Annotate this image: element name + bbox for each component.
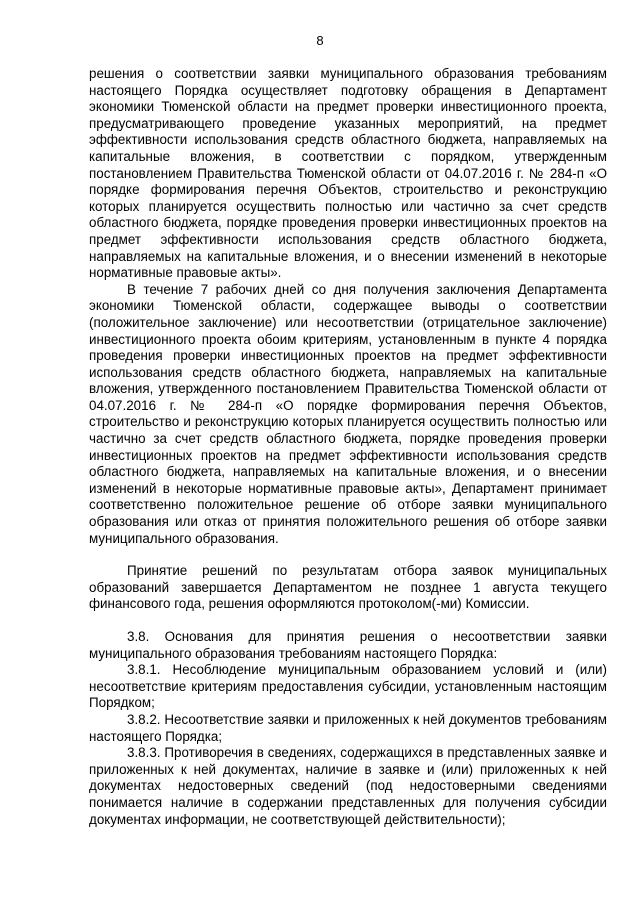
paragraph-selection-completion: Принятие решений по результатам отбора заявок муниципальных образований завершается Департаментом не позднее 1 августа текущего финансового года, решения оформляются протоколом(-ми) Комиссии. [89, 563, 607, 612]
clause-3-8: 3.8. Основания для принятия решения о несоответствии заявки муниципального образования требованиям настоящего Порядка: [89, 629, 607, 661]
clause-3-8-1: 3.8.1. Несоблюдение муниципальным образованием условий и (или) несоответствие критериям предоставления субсидии, установленным настоящим Порядком; [89, 662, 607, 711]
clause-3-8-3: 3.8.3. Противоречия в сведениях, содержащихся в представленных заявке и приложенных к ней документах, наличие в заявке и (или) приложенных к ней документах недостоверных сведений (под недостоверными сведениями понимается наличие в содержании представленных для получения субсидии документах информации, не соответствующей действительности); [89, 745, 607, 827]
paragraph-decision-deadline: В течение 7 рабочих дней со дня получения заключения Департамента экономики Тюменской области, содержащее выводы о соответствии (положительное заключение) или несоответствии (отрицательное заключение) инвестиционного проекта обоим критериям, установленным в пункте 4 порядка проведения проверки инвестиционных проектов на предмет эффективности использования средств областного бюджета, направляемых на капитальные вложения, утвержденного постановлением Правительства Тюменской области от 04.07.2016 г. № 284-п «О порядке формирования перечня Объектов, строительство и реконструкцию которых планируется осуществить полностью или частично за счет средств областного бюджета, порядке проведения проверки инвестиционных проектов на предмет эффективности использования средств областного бюджета, направляемых на капитальные вложения, и о внесении изменений в некоторые нормативные правовые акты», Департамент принимает соответственно положительное решение об отборе заявки муниципального образования или отказ от принятия положительного решения об отборе заявки муниципального образования. [89, 281, 607, 546]
paragraph-continuation: решения о соответствии заявки муниципального образования требованиям настоящего Порядка осуществляет подготовку обращения в Департамент экономики Тюменской области на предмет проверки инвестиционного проекта, предусматривающего проведение указанных мероприятий, на предмет эффективности использования средств областного бюджета, направляемых на капитальные вложения, в соответствии с порядком, утвержденным постановлением Правительства Тюменской области от 04.07.2016 г. № 284-п «О порядке формирования перечня Объектов, строительство и реконструкцию которых планируется осуществить полностью или частично за счет средств областного бюджета, порядке проведения проверки инвестиционных проектов на предмет эффективности использования средств областного бюджета, направляемых на капитальные вложения, и о внесении изменений в некоторые нормативные правовые акты». [89, 66, 607, 281]
document-body [89, 66, 607, 828]
page-number: 8 [316, 33, 324, 48]
clause-3-8-2: 3.8.2. Несоответствие заявки и приложенных к ней документов требованиям настоящего Порядка; [89, 711, 607, 744]
